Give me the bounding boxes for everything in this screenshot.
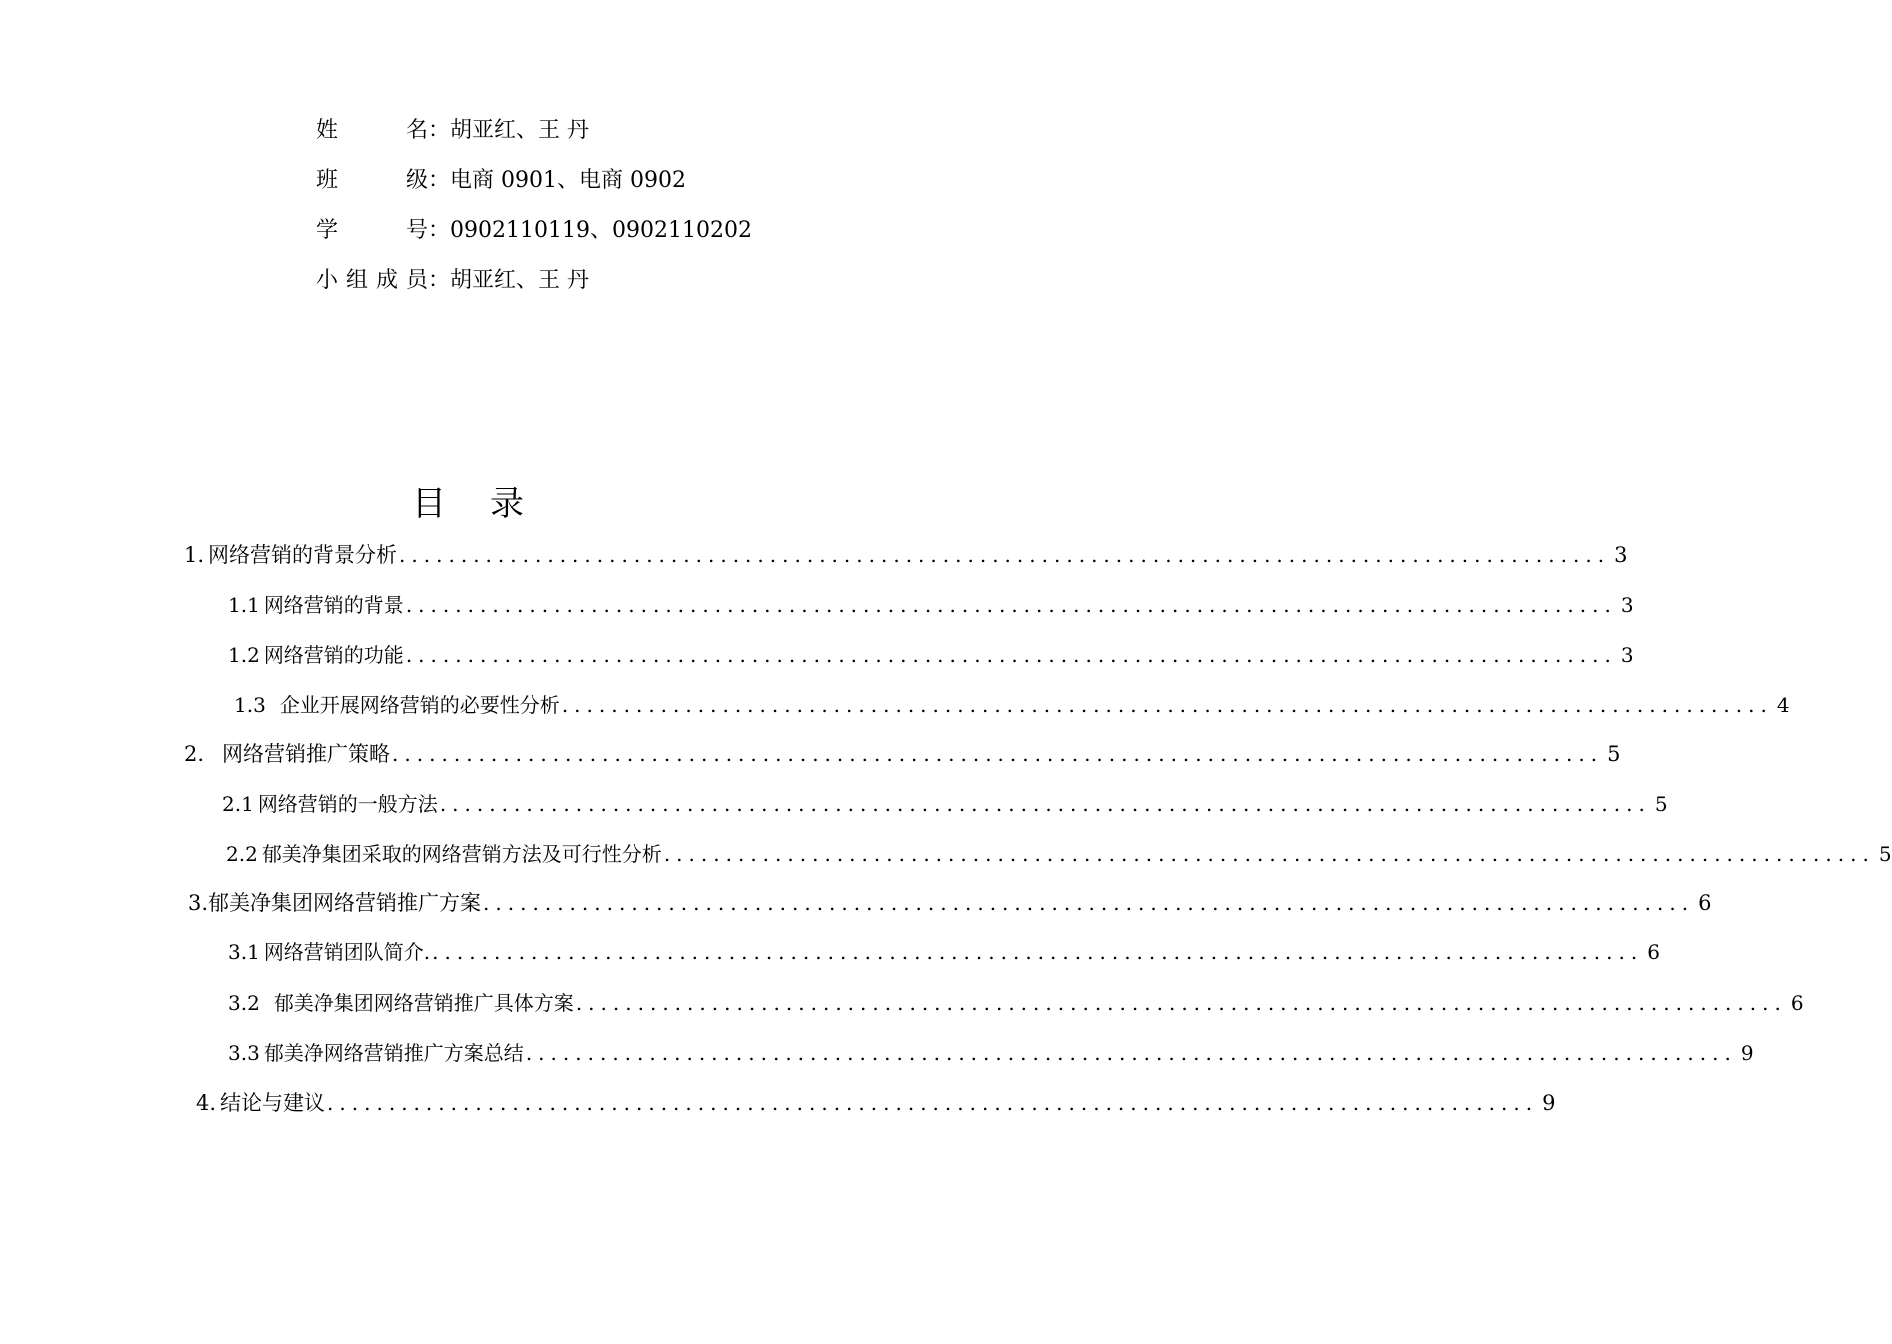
toc-entry-number: 1.3 [234,693,266,717]
toc-leader-dots: .................................................................................................. [392,742,1604,766]
info-value: 电商 0901、电商 0902 [450,168,686,193]
toc-entry-text: 郁美净集团网络营销推广具体方案 [273,991,574,1015]
toc-entry-number: 1. [184,543,205,567]
toc-entry-page: 5 [1607,742,1621,766]
toc-entry-page: 3 [1620,593,1634,617]
toc-entry-page: 5 [1878,842,1892,866]
info-value: 胡亚红、王 丹 [450,268,590,293]
toc-leader-dots: .................................................................................................. [405,643,1617,667]
toc-entry-text: 结论与建议 [220,1091,326,1115]
toc-entry[interactable] [228,1038,1754,1068]
toc-entry[interactable] [234,690,1790,720]
toc-leader-dots: .................................................................................................. [525,1041,1737,1065]
toc-entry-text: 企业开展网络营销的必要性分析 [279,693,560,717]
toc-entry-page: 5 [1654,792,1668,816]
toc-entry-page: 9 [1740,1041,1754,1065]
toc-leader-dots: .................................................................................................. [663,842,1875,866]
toc-entry-text: 网络营销的功能 [263,643,404,667]
info-label: 姓名 [316,118,428,143]
info-row-class [316,166,686,196]
info-separator: ： [428,168,451,193]
toc-entry-page: 3 [1614,543,1628,567]
toc-entry-page: 6 [1647,940,1660,964]
toc-leader-dots: .................................................................................................. [575,991,1787,1015]
toc-leader-dots: .................................................................................................. [405,593,1617,617]
toc-entry[interactable] [226,839,1892,869]
info-value: 胡亚红、王 丹 [450,118,590,143]
toc-entry-text: 郁美净集团网络营销推广方案 [208,891,482,915]
toc-leader-dots: .................................................................................................. [327,1091,1539,1115]
toc-entry-page: 6 [1698,891,1712,915]
toc-entry-text: 网络营销的背景 [263,593,404,617]
toc-entry-number: 3.3 [228,1041,260,1065]
toc-entry-number: 1.2 [228,643,260,667]
toc-entry[interactable] [222,789,1668,819]
toc-entry[interactable] [228,988,1804,1018]
info-row-student-id [316,216,752,246]
info-separator: ： [428,268,451,293]
info-label: 学号 [316,218,428,243]
toc-entry[interactable] [228,590,1634,620]
toc-entry[interactable] [184,540,1628,570]
toc-entry-number: 3. [188,891,209,915]
toc-entry-text: 郁美净网络营销推广方案总结 [263,1041,524,1065]
info-label: 班级 [316,168,428,193]
toc-entry-text: 网络营销团队简介. [263,940,431,964]
info-separator: ： [428,218,451,243]
info-label: 小组成员 [316,268,428,293]
toc-entry-number: 1.1 [228,593,260,617]
toc-entry-text: 网络营销的一般方法 [257,792,438,816]
toc-entry-text: 网络营销的背景分析 [208,543,398,567]
toc-entry-number: 3.1 [228,940,260,964]
toc-entry[interactable] [184,739,1621,769]
toc-entry[interactable] [228,640,1634,670]
toc-entry-number: 2.2 [226,842,258,866]
toc-entry-page: 9 [1542,1091,1556,1115]
toc-entry-text: 网络营销推广策略 [222,742,391,766]
toc-entry[interactable] [196,1088,1556,1118]
info-row-name [316,116,589,146]
toc-entry-page: 6 [1790,991,1804,1015]
toc-entry-page: 3 [1620,643,1634,667]
info-separator: ： [428,118,451,143]
toc-leader-dots: .................................................................................................. [561,693,1773,717]
toc-entry-number: 3.2 [228,991,260,1015]
toc-entry-number: 4. [196,1091,217,1115]
toc-leader-dots: .................................................................................................. [439,792,1651,816]
toc-entry-text: 郁美净集团采取的网络营销方法及可行性分析 [261,842,662,866]
info-value: 0902110119、0902110202 [450,218,752,243]
toc-entry[interactable] [228,937,1660,967]
toc-leader-dots: .................................................................................................. [399,543,1611,567]
toc-leader-dots: .................................................................................................. [483,891,1695,915]
toc-entry-number: 2. [184,742,205,766]
toc-entry[interactable] [188,888,1712,918]
toc-leader-dots: .................................................................................................. [432,940,1644,964]
toc-title: 目录 [412,484,568,524]
info-row-group-members [316,266,589,296]
toc-entry-number: 2.1 [222,792,254,816]
toc-entry-page: 4 [1776,693,1790,717]
